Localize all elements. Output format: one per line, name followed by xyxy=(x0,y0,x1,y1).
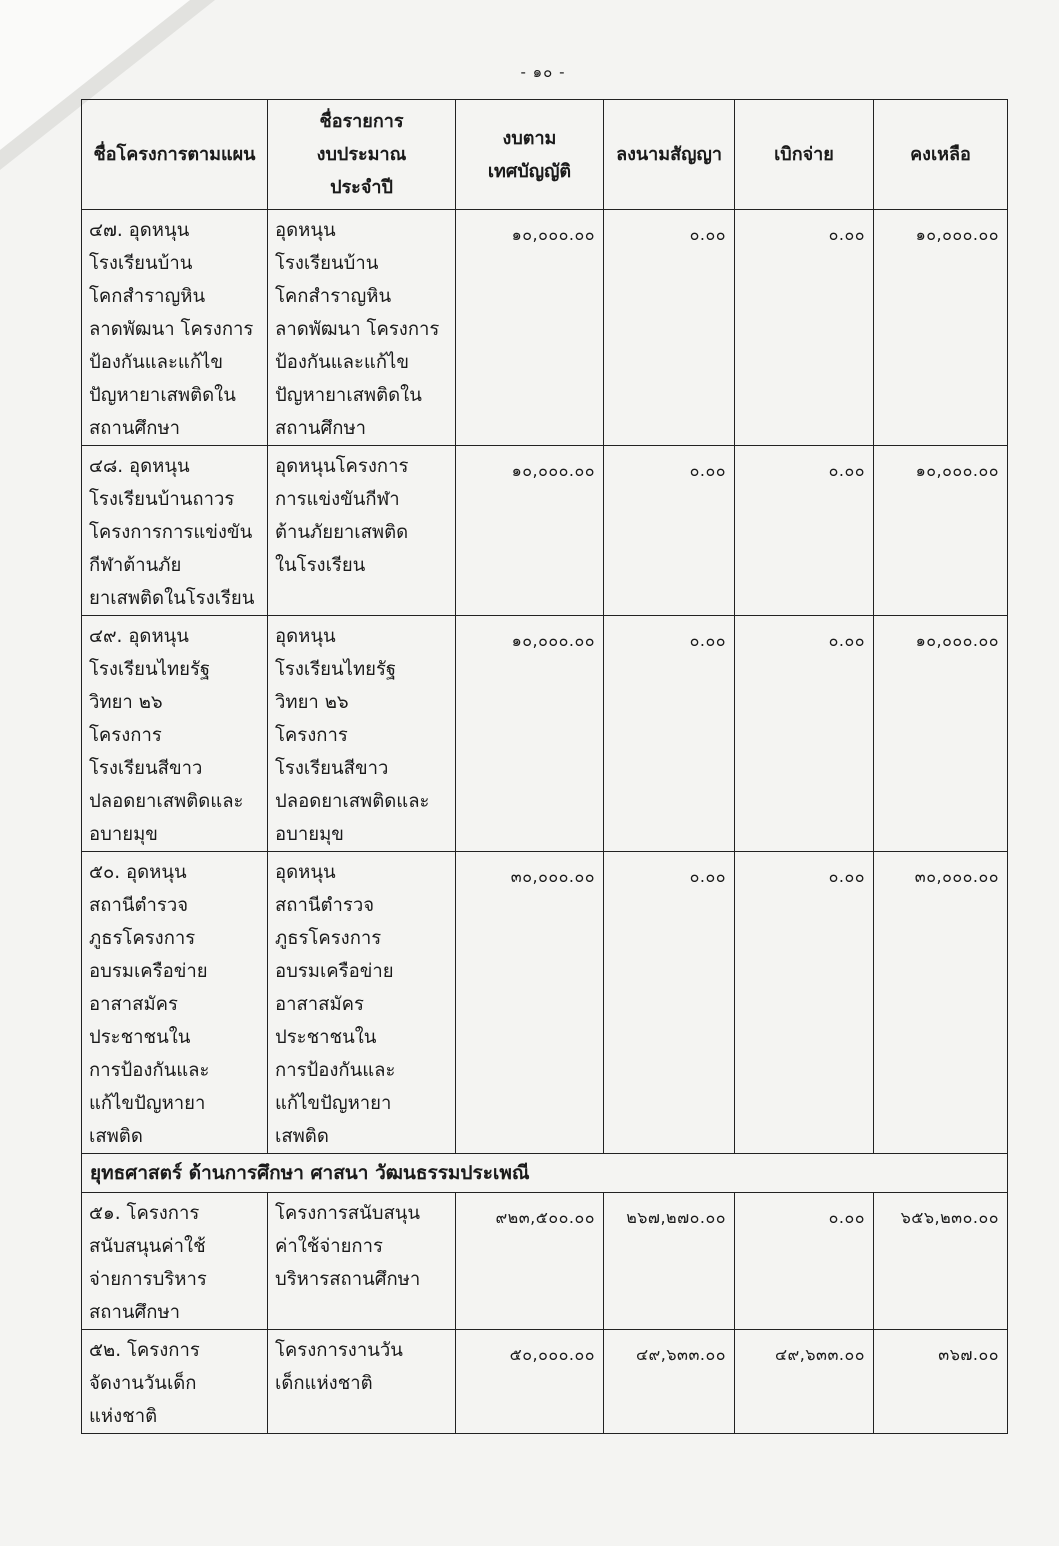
budget-item-cell-line: แก้ไขปัญหายา xyxy=(275,1093,392,1114)
disbursed-cell: ๐.๐๐ xyxy=(735,616,874,852)
project-name-cell-line: อบายมุข xyxy=(89,824,158,845)
budget-item-cell-line: ประชาชนใน xyxy=(275,1027,377,1048)
project-name-cell-line: ๔๘. อุดหนุน xyxy=(89,456,190,477)
project-name-cell xyxy=(82,446,268,616)
budget-amount-cell: ๓๐,๐๐๐.๐๐ xyxy=(456,852,604,1154)
project-name-cell xyxy=(82,1193,268,1330)
table-row xyxy=(82,1193,1008,1330)
budget-item-cell xyxy=(268,852,456,1154)
section-title: ยุทธศาสตร์ ด้านการศึกษา ศาสนา วัฒนธรรมประเพณี xyxy=(82,1154,1008,1193)
project-name-cell xyxy=(82,616,268,852)
budget-item-cell xyxy=(268,446,456,616)
project-name-cell-line: จ่ายการบริหาร xyxy=(89,1269,207,1290)
table-body-drug-prevention xyxy=(82,210,1008,1154)
budget-item-cell xyxy=(268,210,456,446)
project-name-cell-line: โคกสำราญหิน xyxy=(89,286,206,307)
budget-item-cell-line: โรงเรียนไทยรัฐ xyxy=(275,659,397,680)
contract-cell: ๔๙,๖๓๓.๐๐ xyxy=(604,1330,735,1434)
budget-item-cell xyxy=(268,616,456,852)
project-name-cell-line: โรงเรียนบ้าน xyxy=(89,253,193,274)
project-name-cell-line: เสพติด xyxy=(89,1126,143,1147)
remaining-cell: ๖๕๖,๒๓๐.๐๐ xyxy=(874,1193,1008,1330)
disbursed-cell: ๐.๐๐ xyxy=(735,210,874,446)
project-name-cell-line: โครงการ xyxy=(89,725,162,746)
project-name-cell-line: โรงเรียนไทยรัฐ xyxy=(89,659,211,680)
budget-table xyxy=(81,99,1008,1434)
project-name-cell-line: ภูธรโครงการ xyxy=(89,928,196,949)
header-line: เทศบัญญัติ xyxy=(487,160,572,182)
table-row xyxy=(82,616,1008,852)
remaining-cell: ๑๐,๐๐๐.๐๐ xyxy=(874,446,1008,616)
budget-item-cell-line: อุดหนุน xyxy=(275,220,336,241)
header-budget-amount xyxy=(456,100,604,210)
header-disbursed: เบิกจ่าย xyxy=(735,100,874,210)
project-name-cell xyxy=(82,852,268,1154)
project-name-cell-line: ปัญหายาเสพติดใน xyxy=(89,385,236,406)
project-name-cell-line: การป้องกันและ xyxy=(89,1060,210,1081)
budget-item-cell-line: โคกสำราญหิน xyxy=(275,286,392,307)
project-name-cell-line: กีฬาต้านภัย xyxy=(89,555,182,576)
budget-item-cell-line: ในโรงเรียน xyxy=(275,555,366,576)
budget-item-cell-line: โครงการ xyxy=(275,725,348,746)
remaining-cell: ๓๐,๐๐๐.๐๐ xyxy=(874,852,1008,1154)
remaining-cell: ๑๐,๐๐๐.๐๐ xyxy=(874,616,1008,852)
budget-item-cell-line: เด็กแห่งชาติ xyxy=(275,1373,373,1394)
contract-cell: ๐.๐๐ xyxy=(604,852,735,1154)
budget-item-cell-line: ลาดพัฒนา โครงการ xyxy=(275,319,440,340)
project-name-cell-line: ๕๒. โครงการ xyxy=(89,1340,200,1361)
budget-item-cell-line: บริหารสถานศึกษา xyxy=(275,1269,421,1290)
budget-item-cell-line: ต้านภัยยาเสพติด xyxy=(275,522,409,543)
budget-item-cell xyxy=(268,1193,456,1330)
project-name-cell-line: สถานศึกษา xyxy=(89,418,181,439)
budget-item-cell-line: โรงเรียนบ้าน xyxy=(275,253,379,274)
header-budget-item xyxy=(268,100,456,210)
section-education xyxy=(82,1154,1008,1193)
table-row xyxy=(82,1330,1008,1434)
disbursed-cell: ๐.๐๐ xyxy=(735,852,874,1154)
project-name-cell-line: ประชาชนใน xyxy=(89,1027,191,1048)
table-row xyxy=(82,446,1008,616)
budget-item-cell-line: การแข่งขันกีฬา xyxy=(275,489,400,510)
header-contract: ลงนามสัญญา xyxy=(604,100,735,210)
header-project-name: ชื่อโครงการตามแผน xyxy=(82,100,268,210)
table-row xyxy=(82,852,1008,1154)
budget-item-cell-line: อุดหนุน xyxy=(275,626,336,647)
budget-item-cell-line: อุดหนุนโครงการ xyxy=(275,456,409,477)
budget-item-cell-line: ปลอดยาเสพติดและ xyxy=(275,791,430,812)
header-line: งบตาม xyxy=(502,127,557,149)
header-line: ชื่อรายการ xyxy=(319,111,404,132)
contract-cell: ๒๖๗,๒๗๐.๐๐ xyxy=(604,1193,735,1330)
project-name-cell-line: โรงเรียนบ้านถาวร xyxy=(89,489,235,510)
project-name-cell-line: ๕๐. อุดหนุน xyxy=(89,862,187,883)
budget-item-cell-line: ภูธรโครงการ xyxy=(275,928,382,949)
remaining-cell: ๑๐,๐๐๐.๐๐ xyxy=(874,210,1008,446)
budget-item-cell-line: โครงการงานวัน xyxy=(275,1340,403,1361)
project-name-cell-line: ลาดพัฒนา โครงการ xyxy=(89,319,254,340)
project-name-cell-line: แห่งชาติ xyxy=(89,1406,158,1427)
budget-item-cell-line: สถานีตำรวจ xyxy=(275,895,375,916)
budget-item-cell-line: ปัญหายาเสพติดใน xyxy=(275,385,422,406)
project-name-cell-line: โรงเรียนสีขาว xyxy=(89,758,203,779)
budget-item-cell-line: เสพติด xyxy=(275,1126,329,1147)
budget-item-cell-line: สถานศึกษา xyxy=(275,418,367,439)
project-name-cell-line: อาสาสมัคร xyxy=(89,994,178,1015)
budget-amount-cell: ๕๐,๐๐๐.๐๐ xyxy=(456,1330,604,1434)
header-remaining: คงเหลือ xyxy=(874,100,1008,210)
table-row xyxy=(82,210,1008,446)
budget-item-cell-line: วิทยา ๒๖ xyxy=(275,692,349,713)
budget-item-cell-line: อุดหนุน xyxy=(275,862,336,883)
contract-cell: ๐.๐๐ xyxy=(604,210,735,446)
disbursed-cell: ๔๙,๖๓๓.๐๐ xyxy=(735,1330,874,1434)
table-header-row xyxy=(82,100,1008,210)
remaining-cell: ๓๖๗.๐๐ xyxy=(874,1330,1008,1434)
budget-item-cell-line: ค่าใช้จ่ายการ xyxy=(275,1236,383,1257)
budget-item-cell-line: โครงการสนับสนุน xyxy=(275,1203,421,1224)
budget-item-cell-line: ป้องกันและแก้ไข xyxy=(275,352,410,373)
header-line: ประจำปี xyxy=(330,177,393,198)
project-name-cell-line: ป้องกันและแก้ไข xyxy=(89,352,224,373)
project-name-cell xyxy=(82,210,268,446)
project-name-cell-line: โครงการการแข่งขัน xyxy=(89,522,253,543)
project-name-cell-line: ยาเสพติดในโรงเรียน xyxy=(89,588,255,609)
contract-cell: ๐.๐๐ xyxy=(604,446,735,616)
project-name-cell-line: สถานีตำรวจ xyxy=(89,895,189,916)
budget-amount-cell: ๑๐,๐๐๐.๐๐ xyxy=(456,616,604,852)
budget-item-cell-line: อบรมเครือข่าย xyxy=(275,961,394,982)
budget-item-cell-line: อบายมุข xyxy=(275,824,344,845)
contract-cell: ๐.๐๐ xyxy=(604,616,735,852)
project-name-cell-line: สถานศึกษา xyxy=(89,1302,181,1323)
project-name-cell-line: อบรมเครือข่าย xyxy=(89,961,208,982)
project-name-cell-line: ๔๙. อุดหนุน xyxy=(89,626,189,647)
budget-item-cell xyxy=(268,1330,456,1434)
budget-amount-cell: ๑๐,๐๐๐.๐๐ xyxy=(456,210,604,446)
budget-amount-cell: ๑๐,๐๐๐.๐๐ xyxy=(456,446,604,616)
project-name-cell-line: สนับสนุนค่าใช้ xyxy=(89,1236,206,1257)
project-name-cell-line: แก้ไขปัญหายา xyxy=(89,1093,206,1114)
budget-item-cell-line: โรงเรียนสีขาว xyxy=(275,758,389,779)
project-name-cell-line: ๔๗. อุดหนุน xyxy=(89,220,190,241)
disbursed-cell: ๐.๐๐ xyxy=(735,446,874,616)
budget-item-cell-line: อาสาสมัคร xyxy=(275,994,364,1015)
budget-amount-cell: ๙๒๓,๕๐๐.๐๐ xyxy=(456,1193,604,1330)
project-name-cell-line: จัดงานวันเด็ก xyxy=(89,1373,197,1394)
project-name-cell-line: ๕๑. โครงการ xyxy=(89,1203,200,1224)
table-body-education xyxy=(82,1193,1008,1434)
disbursed-cell: ๐.๐๐ xyxy=(735,1193,874,1330)
header-line: งบประมาณ xyxy=(316,144,407,165)
project-name-cell xyxy=(82,1330,268,1434)
project-name-cell-line: วิทยา ๒๖ xyxy=(89,692,163,713)
page-number: - ๑๐ - xyxy=(520,63,566,81)
project-name-cell-line: ปลอดยาเสพติดและ xyxy=(89,791,244,812)
section-row xyxy=(82,1154,1008,1193)
budget-item-cell-line: การป้องกันและ xyxy=(275,1060,396,1081)
